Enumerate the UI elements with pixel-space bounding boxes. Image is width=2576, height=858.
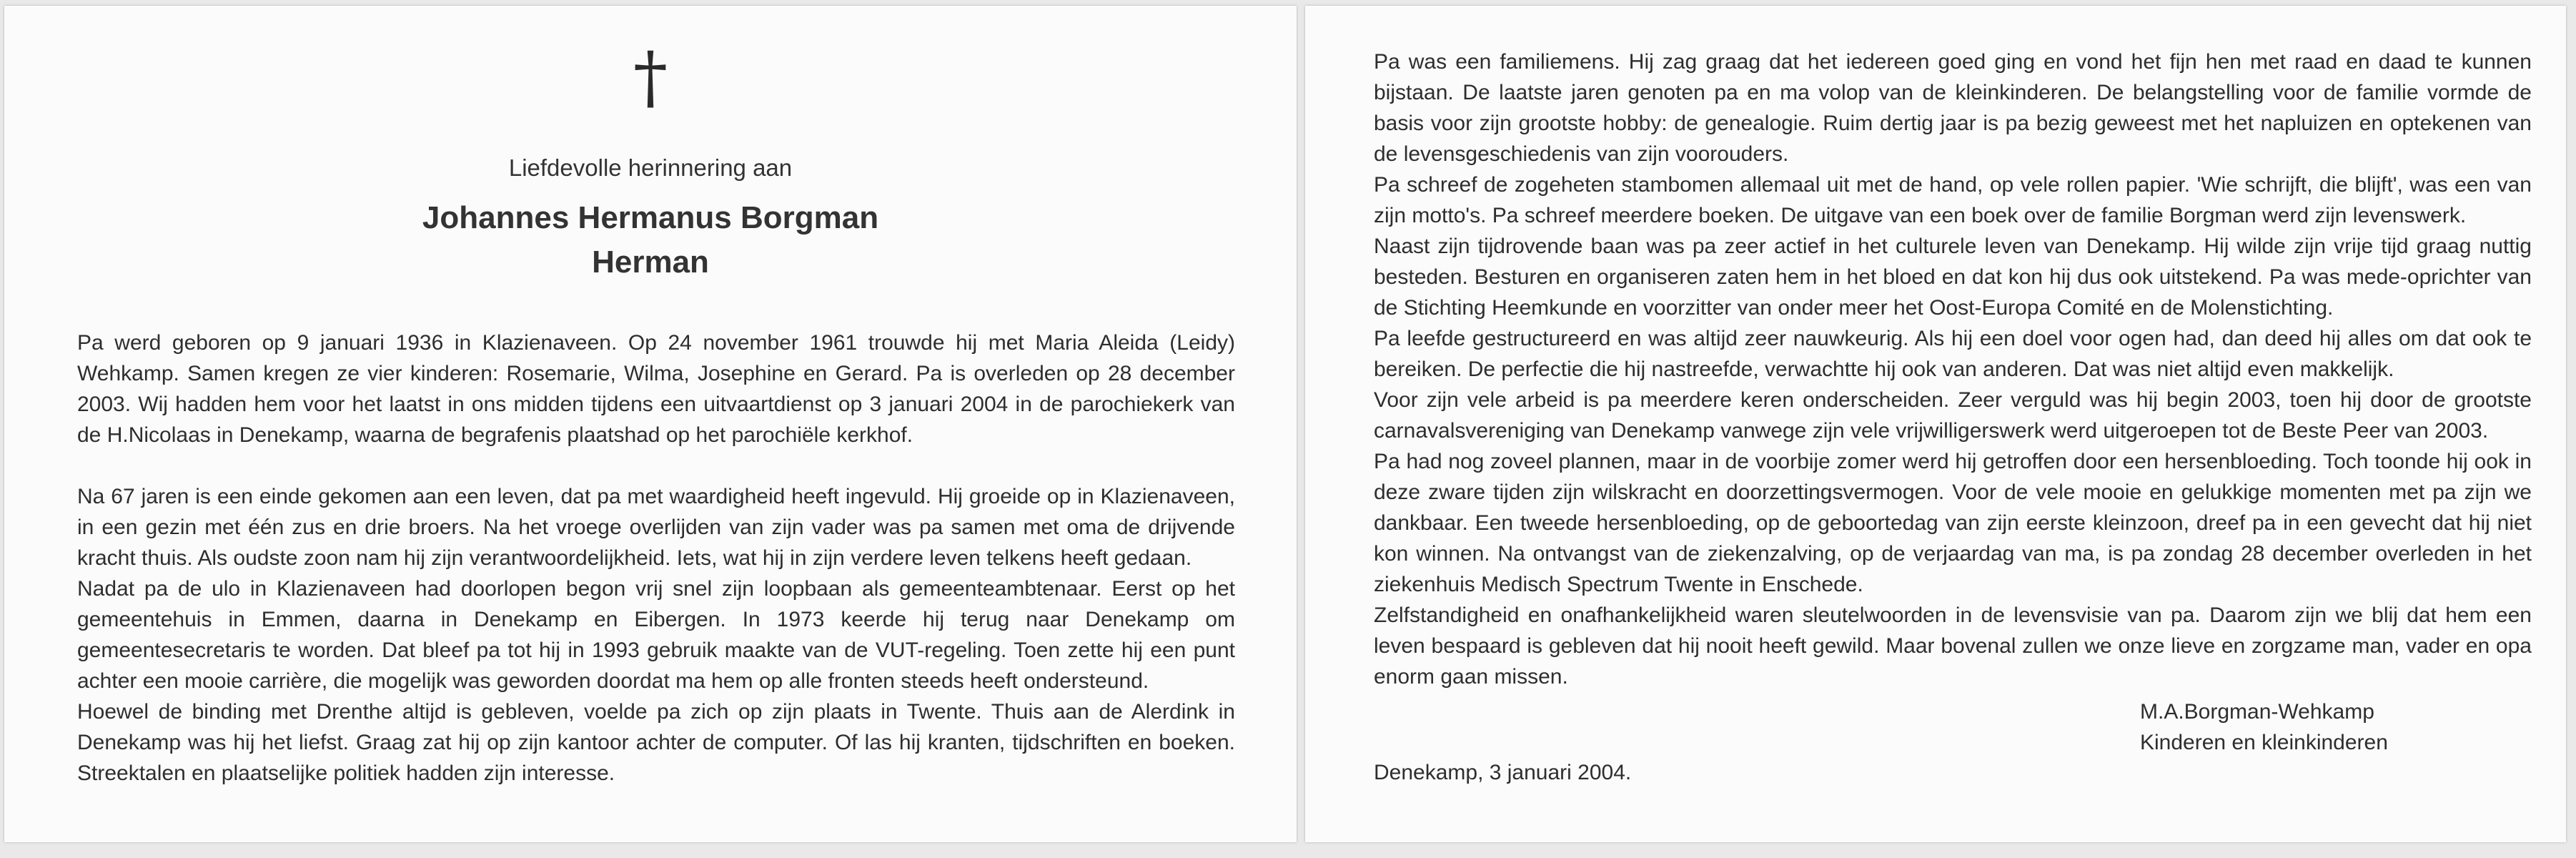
cross-icon: † — [633, 37, 668, 117]
deceased-full-name: Johannes Hermanus Borgman — [422, 200, 879, 235]
story-paragraph: Pa had nog zoveel plannen, maar in de voorbije zomer werd hij getroffen door een hersenbloeding. Toch toonde hij ook in deze zware tijden zijn wilskracht en doorzettingsvermogen. Voor de vele mooie en gelukkige momenten met pa zijn we dankbaar. Een tweede hersenbloeding, op de geboortedag van zijn eerste kleinzoon, dreef pa in een gevecht dat hij niet kon winnen. Na ontvangst van de ziekenzalving, op de verjaardag van ma, is pa zondag 28 december overleden in het ziekenhuis Medisch Spectrum Twente in Enschede. — [1374, 450, 2532, 596]
right-page — [1305, 6, 2566, 842]
story-text — [1374, 46, 2532, 692]
story-paragraph: Naast zijn tijdrovende baan was pa zeer actief in het culturele leven van Denekamp. Hij wilde zijn vrije tijd graag nuttig besteden. Besturen en organiseren zaten hem in het bloed en dat kon hij dus ook uitstekend. Pa was mede-oprichter van de Stichting Heemkunde en voorzitter van onder meer het Oost-Europa Comité en de Molenstichting. — [1374, 235, 2532, 320]
signature-block — [2140, 696, 2388, 758]
story-paragraph: Pa schreef de zogeheten stambomen allemaal uit met de hand, op vele rollen papier. 'Wie schrijft, die blijft', was een van zijn motto's. Pa schreef meerdere boeken. De uitgave van een boek over de familie Borgman werd zijn levenswerk. — [1374, 173, 2532, 227]
biography-text — [77, 327, 1235, 789]
place-date: Denekamp, 3 januari 2004. — [1374, 761, 1632, 784]
signature-name: M.A.Borgman-Wehkamp — [2140, 700, 2374, 724]
signature-family: Kinderen en kleinkinderen — [2140, 731, 2388, 754]
intro-line: Liefdevolle herinnering aan — [508, 154, 793, 181]
story-paragraph: Zelfstandigheid en onafhankelijkheid waren sleutelwoorden in de levensvisie van pa. Daarom zijn we blij dat hem een leven bespaard is gebleven dat hij nooit heeft gewild. Maar bovenal zullen we onze lieve en zorgzame man, vader en opa enorm gaan missen. — [1374, 603, 2532, 689]
left-page — [4, 6, 1297, 842]
story-paragraph: Voor zijn vele arbeid is pa meerdere keren onderscheiden. Zeer verguld was hij begin 2003, toen hij door de grootste carnavalsvereniging van Denekamp vanwege zijn vele vrijwilligerswerk werd uitgeroepen tot de Beste Peer van 2003. — [1374, 388, 2532, 443]
story-paragraph: Pa was een familiemens. Hij zag graag dat het iedereen goed ging en vond het fijn hen met raad en daad te kunnen bijstaan. De laatste jaren genoten pa en ma volop van de kleinkinderen. De belangstelling voor de familie vormde de basis voor zijn grootste hobby: de genealogie. Ruim dertig jaar is pa bezig geweest met het napluizen en optekenen van de levensgeschiedenis van zijn voorouders. — [1374, 50, 2532, 166]
bio-paragraph: Pa werd geboren op 9 januari 1936 in Klazienaveen. Op 24 november 1961 trouwde hij met Maria Aleida (Leidy) Wehkamp. Samen kregen ze vier kinderen: Rosemarie, Wilma, Josephine en Gerard. Pa is overleden op 28 december 2003. Wij hadden hem voor het laatst in ons midden tijdens een uitvaartdienst op 3 januari 2004 in de parochiekerk van de H.Nicolaas in Denekamp, waarna de begrafenis plaatshad op het parochiële kerkhof. — [77, 331, 1235, 447]
bio-paragraph: Nadat pa de ulo in Klazienaveen had doorlopen begon vrij snel zijn loopbaan als gemeenteambtenaar. Eerst op het gemeentehuis in Emmen, daarna in Denekamp en Eibergen. In 1973 keerde hij terug naar Denekamp om gemeentesecretaris te worden. Dat bleef pa tot hij in 1993 gebruik maakte van de VUT-regeling. Toen zette hij een punt achter een mooie carrière, die mogelijk was geworden doordat ma hem op alle fronten steeds heeft ondersteund. — [77, 577, 1235, 693]
story-paragraph: Pa leefde gestructureerd en was altijd zeer nauwkeurig. Als hij een doel voor ogen had, dan deed hij alles om dat ook te bereiken. De perfectie die hij nastreefde, verwachtte hij ook van anderen. Dat was niet altijd even makkelijk. — [1374, 327, 2532, 381]
deceased-nickname: Herman — [592, 245, 709, 280]
bio-paragraph: Hoewel de binding met Drenthe altijd is gebleven, voelde pa zich op zijn plaats in Twente. Thuis aan de Alerdink in Denekamp was hij het liefst. Graag zat hij op zijn kantoor achter de computer. Of las hij kranten, tijdschriften en boeken. Streektalen en plaatselijke politiek hadden zijn interesse. — [77, 700, 1235, 785]
bio-paragraph: Na 67 jaren is een einde gekomen aan een leven, dat pa met waardigheid heeft ingevuld. Hij groeide op in Klazienaveen, in een gezin met één zus en drie broers. Na het vroege overlijden van zijn vader was pa samen met oma de drijvende kracht thuis. Als oudste zoon nam hij zijn verantwoordelijkheid. Iets, wat hij in zijn verdere leven telkens heeft gedaan. — [77, 485, 1235, 570]
